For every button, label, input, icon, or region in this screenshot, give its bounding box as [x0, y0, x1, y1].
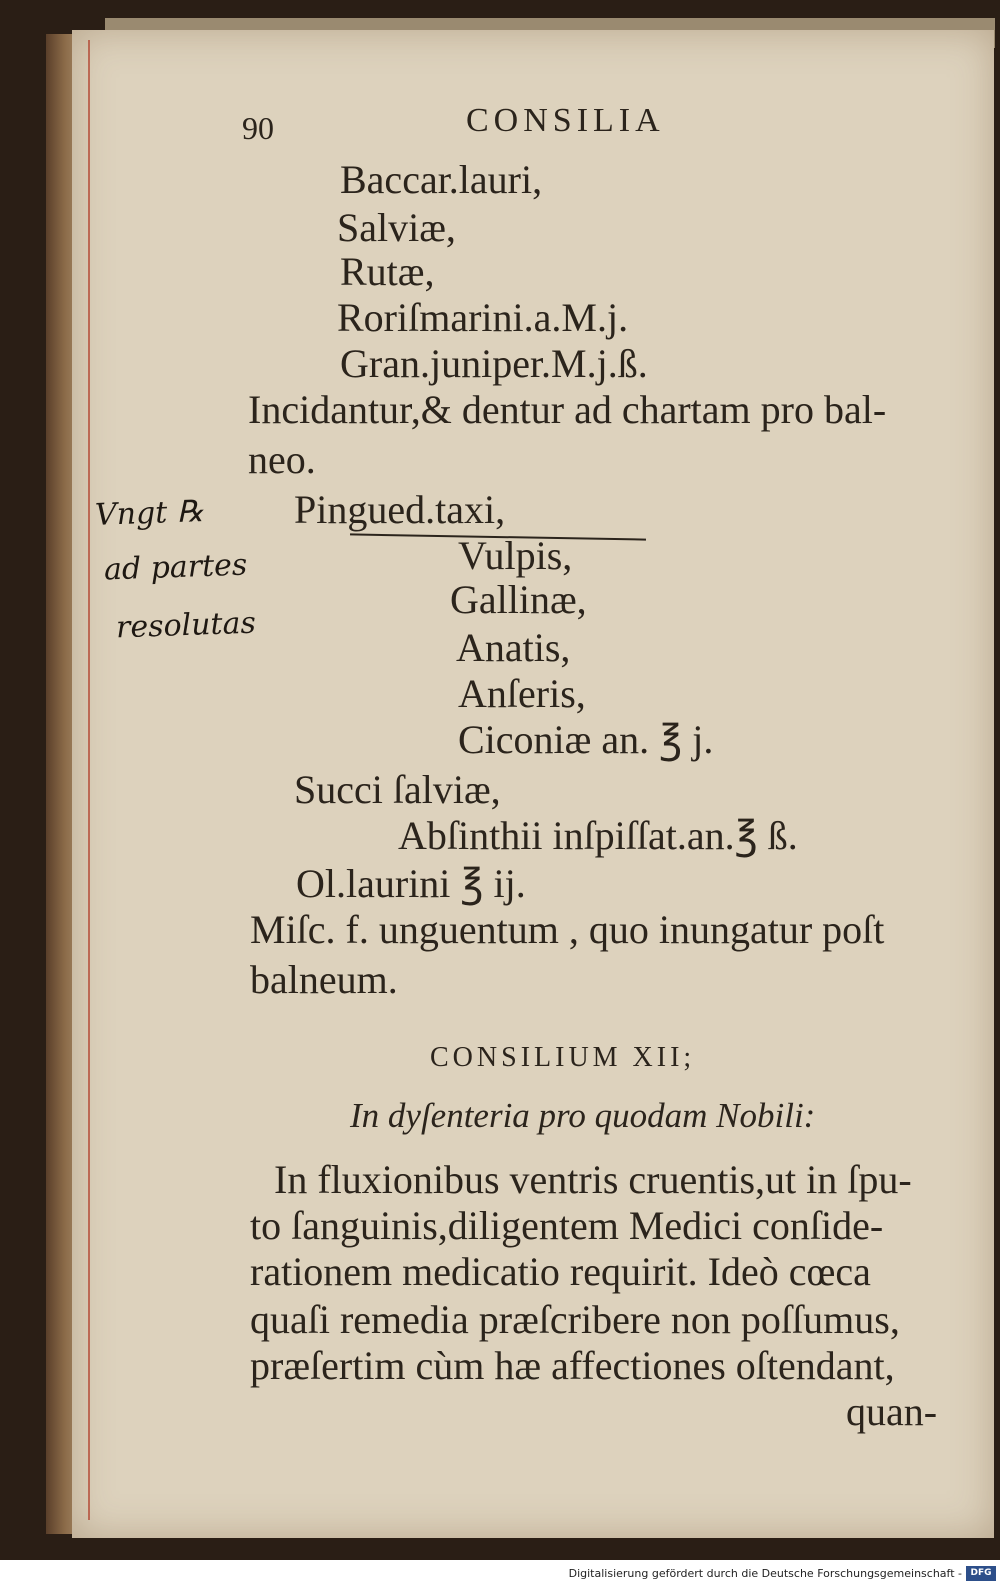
red-margin-rule — [88, 40, 90, 1520]
recipe-line: Salviæ, — [337, 205, 456, 250]
recipe-line: Vulpis, — [458, 533, 573, 578]
footer-credit: Digitalisierung gefördert durch die Deutsche Forschungsgemeinschaft - — [568, 1567, 962, 1580]
recipe-line: Ciconiæ an. ℥ j. — [458, 717, 714, 762]
recipe-line: Rutæ, — [340, 249, 435, 294]
section-heading: CONSILIUM XII; — [430, 1042, 696, 1073]
paragraph-line: In fluxionibus ventris cruentis,ut in ſpu- — [274, 1157, 912, 1202]
recipe-line: Gallinæ, — [450, 577, 587, 622]
recipe-line: Baccar.lauri, — [340, 157, 543, 202]
paragraph-line: præſertim cùm hæ affectiones oſtendant, — [250, 1343, 895, 1388]
recipe-line: Succi ſalviæ, — [294, 767, 501, 812]
handwritten-note-line: ad partes — [103, 547, 248, 588]
recipe-line: Gran.juniper.M.j.ß. — [340, 341, 648, 386]
recipe-line: Roriſmarini.a.M.j. — [337, 295, 629, 340]
recipe-line: Abſinthii inſpiſſat.an.℥ ß. — [398, 813, 798, 858]
handwritten-note-line: resolutas — [115, 605, 257, 646]
instruction-line: Miſc. f. unguentum , quo inungatur poſt — [250, 907, 885, 952]
recipe-line: Anſeris, — [458, 671, 586, 716]
instruction-line: balneum. — [250, 957, 398, 1002]
catchword: quan- — [846, 1389, 938, 1434]
page-number: 90 — [242, 110, 274, 146]
running-title: CONSILIA — [466, 102, 665, 139]
dfg-logo: DFG — [966, 1566, 996, 1581]
recipe-line: Ol.laurini ℥ ij. — [296, 861, 526, 906]
section-subheading: In dyſenteria pro quodam Nobili: — [350, 1096, 816, 1135]
paragraph-line: to ſanguinis,diligentem Medici conſide- — [250, 1203, 884, 1248]
instruction-line: neo. — [248, 437, 316, 482]
handwritten-note-line: Vngt ℞ — [94, 494, 205, 533]
instruction-line: Incidantur,& dentur ad chartam pro bal- — [248, 387, 887, 432]
paragraph-line: quaſi remedia præſcribere non poſſumus, — [250, 1297, 900, 1342]
recipe-line: Pingued.taxi, — [294, 487, 506, 532]
paragraph-line: rationem medicatio requirit. Ideò cœca — [250, 1249, 871, 1294]
recipe-line: Anatis, — [456, 625, 571, 670]
